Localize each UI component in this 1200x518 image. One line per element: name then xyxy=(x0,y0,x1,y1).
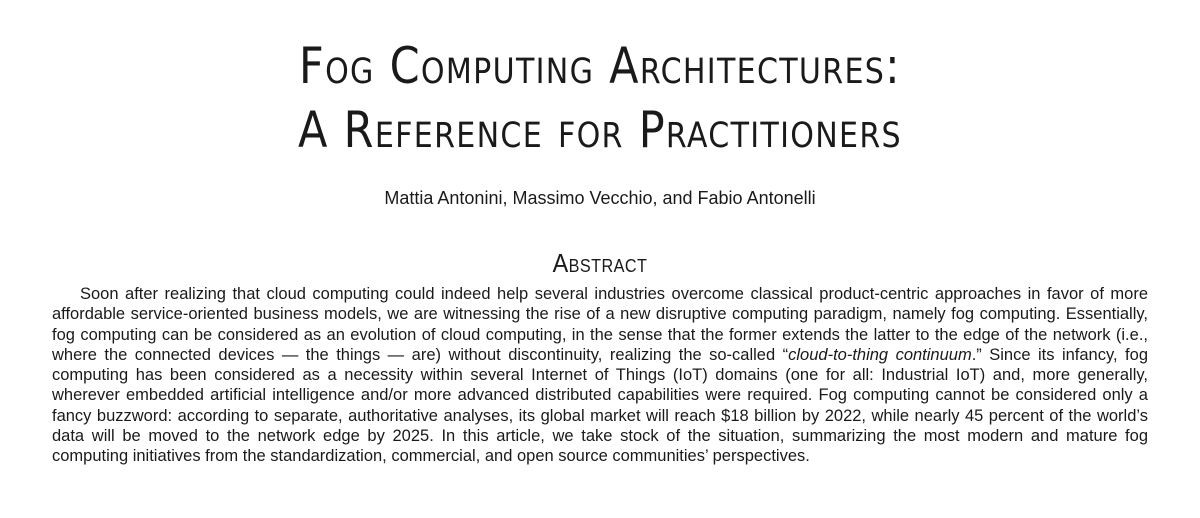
paper-title-line-2: A Reference for Practitioners xyxy=(298,101,902,159)
abstract-heading: Abstract xyxy=(552,248,648,278)
paper-title xyxy=(84,34,1116,162)
paper-authors: Mattia Antonini, Massimo Vecchio, and Fabio Antonelli xyxy=(384,188,816,208)
abstract-text-part-2: .” Since its infancy, fog computing has been considered as a necessity within several Internet of Things (IoT) domains (one for all: Industrial IoT) and, more generally, wherever embedded artificial intelligence and/or more advanced distributed capabilities were required. Fog computing cannot be considered only a fancy buzzword: according to separate, authoritative analyses, its global market will reach $18 billion by 2022, while nearly 45 percent of the world’s data will be moved to the network edge by 2025. In this article, we take stock of the situation, summarizing the most modern and mature fog computing initiatives from the standardization, commercial, and open source communities’ perspectives. xyxy=(52,345,1148,466)
abstract-text-part-1: Soon after realizing that cloud computing could indeed help several industries overcome classical product-centric approaches in favor of more affordable service-oriented business models, we are witnessing the rise of a new disruptive computing paradigm, namely fog computing. Essentially, fog computing can be considered as an evolution of cloud computing, in the sense that the former extends the latter to the edge of the network (i.e., where the connected devices — the things — are) without discontinuity, realizing the so-called “ xyxy=(52,285,1148,364)
abstract-emphasis: cloud-to-thing continuum xyxy=(788,345,972,364)
abstract-body xyxy=(52,284,1148,467)
paper-title-line-1: Fog Computing Architectures: xyxy=(299,37,901,95)
